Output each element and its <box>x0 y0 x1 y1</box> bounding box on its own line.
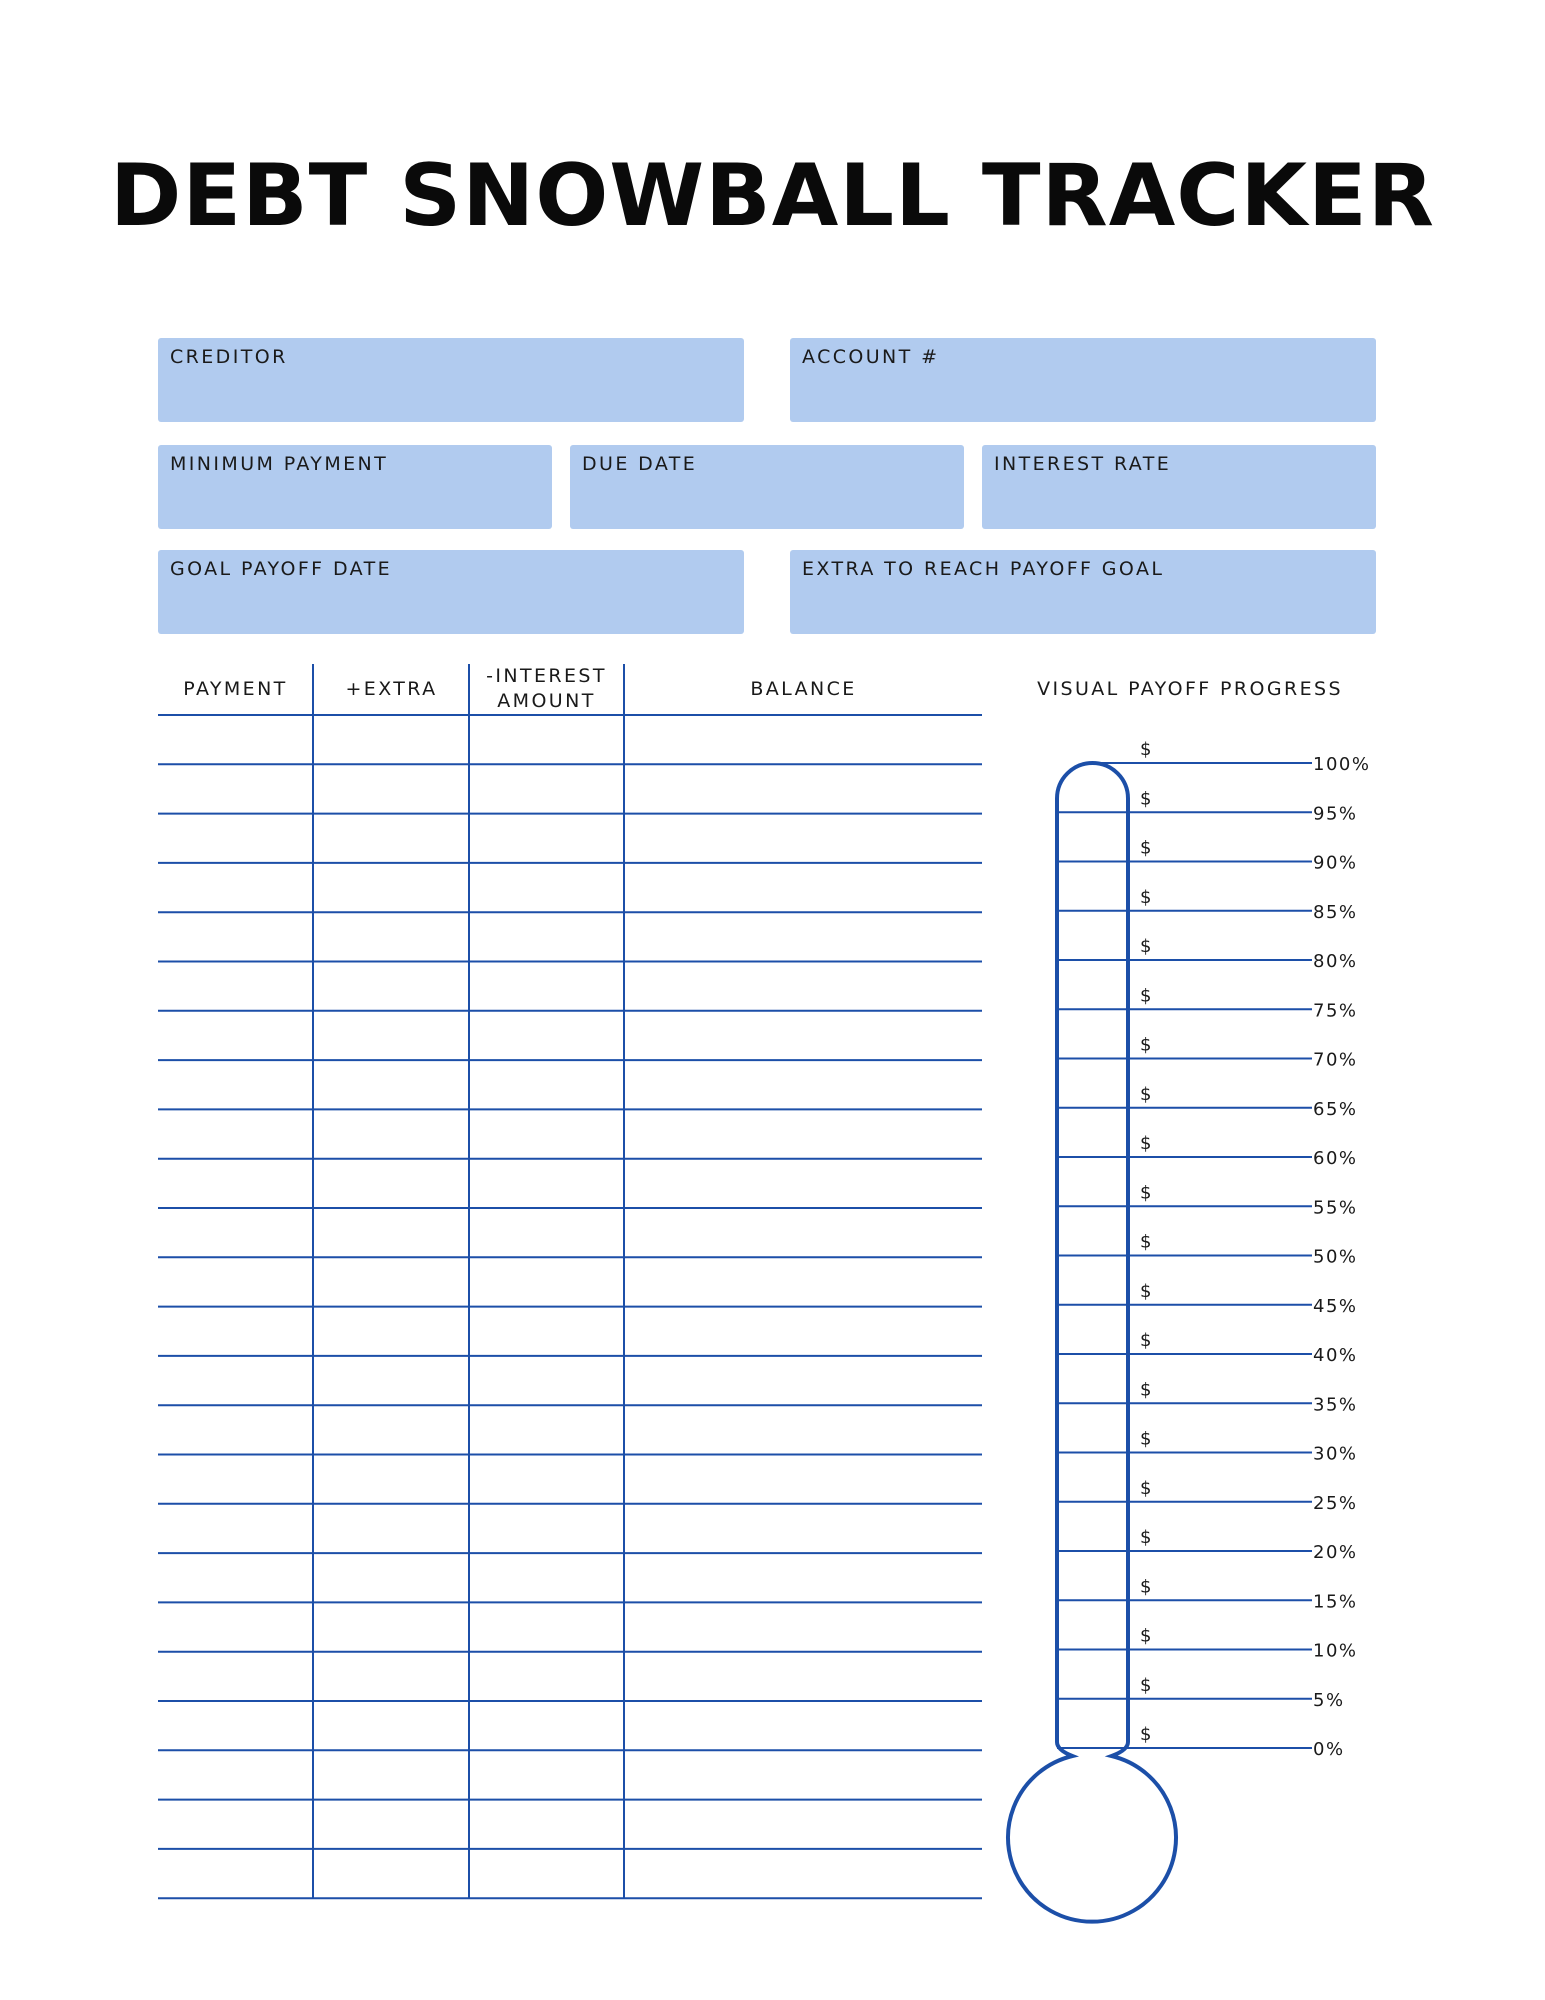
progress-amount-label: $ <box>1140 1330 1153 1351</box>
progress-percent-label: 65% <box>1313 1098 1358 1120</box>
progress-amount-label: $ <box>1140 1428 1153 1450</box>
progress-amount-label: $ <box>1140 1034 1153 1056</box>
progress-amount-label: $ <box>1140 886 1153 908</box>
progress-amount-label: $ <box>1140 936 1153 957</box>
progress-amount-label: $ <box>1140 985 1153 1007</box>
progress-amount-label: $ <box>1140 1182 1153 1204</box>
progress-amount-label: $ <box>1140 837 1153 859</box>
progress-percent-label: 35% <box>1313 1394 1358 1416</box>
account-number-label: ACCOUNT # <box>802 346 940 368</box>
progress-percent-label: 55% <box>1313 1197 1358 1219</box>
balance-column-header: BALANCE <box>750 678 857 700</box>
progress-amount-label: $ <box>1140 1674 1153 1696</box>
extra-column-header: +EXTRA <box>345 678 438 700</box>
page-title: DEBT SNOWBALL TRACKER <box>110 146 1435 246</box>
minimum-payment-label: MINIMUM PAYMENT <box>170 453 389 475</box>
payment-column-header: PAYMENT <box>183 678 288 700</box>
progress-amount-label: $ <box>1140 1083 1153 1105</box>
progress-amount-label: $ <box>1140 1477 1153 1499</box>
goal-payoff-date-label: GOAL PAYOFF DATE <box>170 558 392 580</box>
progress-amount-label: $ <box>1140 1231 1153 1253</box>
progress-percent-label: 60% <box>1313 1148 1358 1169</box>
due-date-label: DUE DATE <box>582 453 698 475</box>
progress-amount-label: $ <box>1140 1280 1153 1302</box>
progress-amount-label: $ <box>1140 1625 1153 1647</box>
progress-amount-label: $ <box>1140 1576 1153 1598</box>
progress-percent-label: 5% <box>1313 1689 1345 1711</box>
interest-rate-label: INTEREST RATE <box>994 453 1172 475</box>
progress-percent-label: 30% <box>1313 1443 1358 1465</box>
progress-amount-label: $ <box>1140 1724 1153 1745</box>
interest-amount-column-header: -INTEREST AMOUNT <box>486 665 607 712</box>
progress-percent-label: 80% <box>1313 951 1358 972</box>
progress-percent-label: 45% <box>1313 1295 1358 1317</box>
progress-percent-label: 85% <box>1313 901 1358 923</box>
progress-amount-label: $ <box>1140 1527 1153 1548</box>
progress-percent-label: 75% <box>1313 1000 1358 1022</box>
progress-amount-label: $ <box>1140 788 1153 810</box>
progress-amount-label: $ <box>1140 1379 1153 1401</box>
visual-payoff-progress-heading: VISUAL PAYOFF PROGRESS <box>1037 678 1343 700</box>
progress-percent-label: 0% <box>1313 1739 1345 1760</box>
progress-percent-label: 100% <box>1313 754 1371 775</box>
progress-amount-label: $ <box>1140 739 1153 760</box>
creditor-label: CREDITOR <box>170 346 288 368</box>
progress-percent-label: 20% <box>1313 1542 1358 1563</box>
progress-percent-label: 40% <box>1313 1345 1358 1366</box>
progress-percent-label: 90% <box>1313 852 1358 874</box>
progress-percent-label: 25% <box>1313 1492 1358 1514</box>
extra-to-reach-label: EXTRA TO REACH PAYOFF GOAL <box>802 558 1165 580</box>
progress-percent-label: 10% <box>1313 1640 1358 1662</box>
progress-percent-label: 95% <box>1313 803 1358 825</box>
progress-percent-label: 50% <box>1313 1246 1358 1268</box>
progress-percent-label: 15% <box>1313 1591 1358 1613</box>
progress-percent-label: 70% <box>1313 1049 1358 1071</box>
progress-amount-label: $ <box>1140 1133 1153 1154</box>
